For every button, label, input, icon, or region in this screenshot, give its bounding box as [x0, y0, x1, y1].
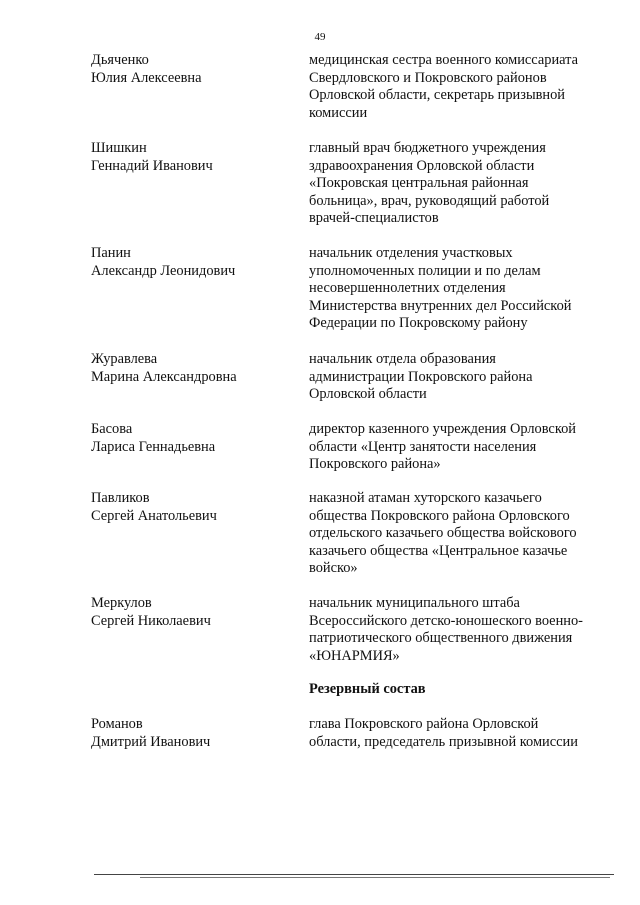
- member-surname: Панин: [91, 245, 131, 261]
- position-line: здравоохранения Орловской области: [309, 157, 535, 174]
- position-line: общества Покровского района Орловского: [309, 507, 570, 524]
- position-line: глава Покровского района Орловской: [309, 716, 539, 732]
- position-line: уполномоченных полиции и по делам: [309, 262, 541, 279]
- member-position: [309, 351, 609, 404]
- position-line: начальник отделения участковых: [309, 245, 513, 261]
- position-line: комиссии: [309, 104, 368, 121]
- member-position: [309, 52, 609, 122]
- member-given-names: Александр Леонидович: [91, 262, 236, 279]
- position-line: наказной атаман хуторского казачьего: [309, 490, 542, 506]
- member-position: [309, 490, 609, 578]
- member-name: [91, 245, 291, 280]
- member-name: [91, 351, 291, 386]
- member-surname: Журавлева: [91, 351, 158, 367]
- position-line: войско»: [309, 560, 358, 577]
- member-name: [91, 716, 291, 751]
- position-line: медицинская сестра военного комиссариата: [309, 52, 579, 68]
- member-given-names: Марина Александровна: [91, 368, 237, 385]
- position-line: директор казенного учреждения Орловской: [309, 421, 576, 437]
- member-surname: Павликов: [91, 490, 150, 506]
- footer-rule: [94, 874, 614, 875]
- position-line: казачьего общества «Центральное казачье: [309, 542, 568, 559]
- position-line: Свердловского и Покровского районов: [309, 69, 547, 86]
- position-line: начальник отдела образования: [309, 351, 496, 367]
- position-line: патриотического общественного движения: [309, 630, 573, 647]
- position-line: «ЮНАРМИЯ»: [309, 647, 400, 664]
- member-name: [91, 490, 291, 525]
- position-line: Всероссийского детско-юношеского военно-: [309, 612, 583, 629]
- member-surname: Дьяченко: [91, 52, 149, 68]
- member-position: [309, 245, 609, 333]
- position-line: главный врач бюджетного учреждения: [309, 140, 546, 156]
- reserve-section-heading: Резервный состав: [309, 681, 426, 697]
- position-line: «Покровская центральная районная: [309, 175, 529, 192]
- position-line: Орловской области: [309, 386, 427, 403]
- page-number: 49: [314, 31, 326, 43]
- position-line: Министерства внутренних дел Российской: [309, 297, 572, 314]
- position-line: отдельского казачьего общества войскового: [309, 525, 577, 542]
- member-position: [309, 716, 609, 751]
- position-line: Покровского района»: [309, 456, 441, 473]
- position-line: администрации Покровского района: [309, 368, 533, 385]
- member-given-names: Юлия Алексеевна: [91, 69, 202, 86]
- position-line: области «Центр занятости населения: [309, 438, 537, 455]
- member-given-names: Геннадий Иванович: [91, 157, 213, 174]
- position-line: врачей-специалистов: [309, 210, 439, 227]
- member-position: [309, 140, 609, 228]
- member-given-names: Дмитрий Иванович: [91, 733, 211, 750]
- position-line: больница», врач, руководящий работой: [309, 192, 550, 209]
- member-name: [91, 421, 291, 456]
- member-name: [91, 52, 291, 87]
- member-surname: Басова: [91, 421, 133, 437]
- position-line: области, председатель призывной комиссии: [309, 733, 578, 750]
- member-position: [309, 421, 609, 474]
- member-given-names: Сергей Николаевич: [91, 612, 211, 629]
- member-surname: Меркулов: [91, 595, 152, 611]
- member-surname: Романов: [91, 716, 143, 732]
- member-position: [309, 595, 609, 665]
- position-line: Орловской области, секретарь призывной: [309, 87, 566, 104]
- position-line: Федерации по Покровскому району: [309, 315, 528, 332]
- member-surname: Шишкин: [91, 140, 147, 156]
- member-name: [91, 140, 291, 175]
- position-line: начальник муниципального штаба: [309, 595, 520, 611]
- position-line: несовершеннолетних отделения: [309, 280, 506, 297]
- footer-rule-secondary: [140, 877, 610, 878]
- member-given-names: Лариса Геннадьевна: [91, 438, 216, 455]
- member-name: [91, 595, 291, 630]
- member-given-names: Сергей Анатольевич: [91, 507, 217, 524]
